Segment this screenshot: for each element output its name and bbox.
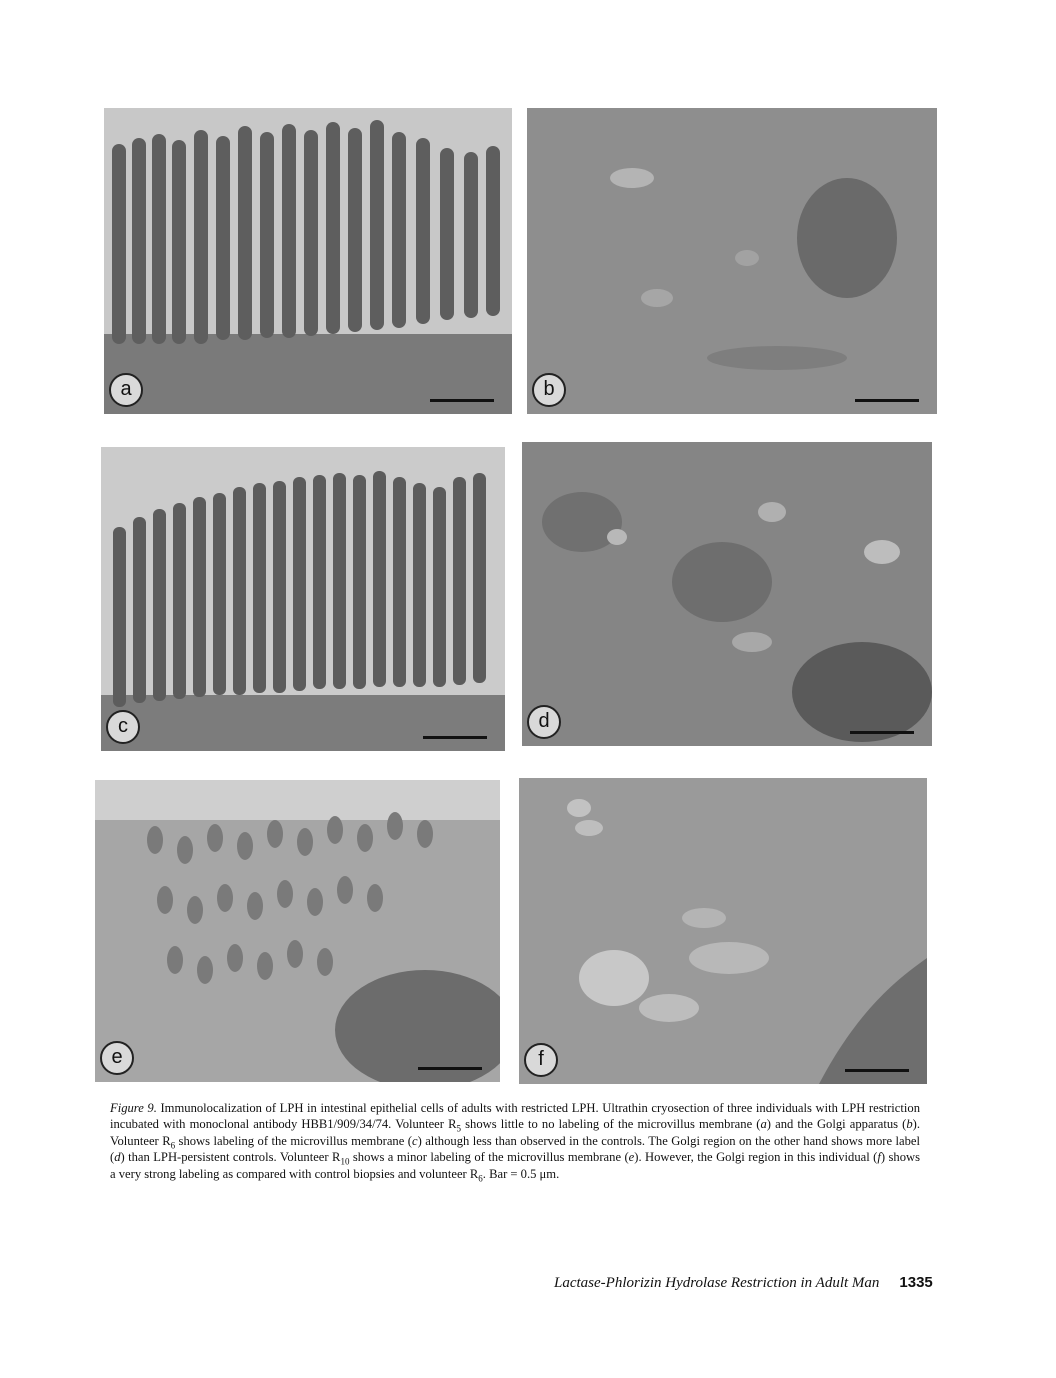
caption-panel-ref: f (877, 1150, 881, 1165)
scale-bar-d (850, 731, 914, 734)
micrograph-panel-a (104, 108, 512, 414)
scale-bar-b (855, 399, 919, 402)
golgi-image (519, 778, 927, 1084)
scale-bar-e (418, 1067, 482, 1070)
micrograph-panel-c (101, 447, 505, 751)
micrograph-panel-b (527, 108, 937, 414)
micrograph-panel-f (519, 778, 927, 1084)
golgi-image (527, 108, 937, 414)
caption-text: Immunolocalization of LPH in intestinal epithelial cells of adults with restricted LPH. Ultrathin cryosection of three individuals with LPH restriction incubated with monoclonal antibody HBB1/909/34/74. Volunteer R (110, 1101, 920, 1132)
scale-bar-c (423, 736, 487, 739)
caption-panel-ref: d (114, 1150, 121, 1165)
scale-bar-f (845, 1069, 909, 1072)
panel-label-e: e (100, 1041, 134, 1075)
golgi-image (522, 442, 932, 746)
caption-text: ) although less than observed in the controls. The Golgi region on the other hand shows more label ( (110, 1133, 920, 1165)
caption-text: ) shows a very strong labeling as compared with control biopsies and volunteer R (110, 1150, 920, 1181)
caption-text: ). However, the Golgi region in this individual ( (634, 1150, 878, 1165)
caption-text: ) and the Golgi apparatus ( (766, 1117, 907, 1132)
caption-panel-ref: e (628, 1150, 635, 1165)
caption-panel-ref: a (760, 1117, 767, 1132)
panel-label-f: f (524, 1043, 558, 1077)
micrograph-panel-d (522, 442, 932, 746)
caption-text: ). Volunteer R (110, 1117, 920, 1148)
panel-label-c: c (106, 710, 140, 744)
scale-bar-a (430, 399, 494, 402)
panel-label-a: a (109, 373, 143, 407)
micrograph-panel-e (95, 780, 500, 1082)
page-number: 1335 (899, 1274, 933, 1291)
caption-text: ) than LPH-persistent controls. Volunteer R (120, 1150, 341, 1165)
caption-text: shows little to no labeling of the microvillus membrane ( (461, 1117, 761, 1132)
caption-text: shows a minor labeling of the microvillus membrane ( (349, 1150, 629, 1165)
figure-caption (110, 1100, 920, 1182)
page-footer (554, 1274, 933, 1292)
caption-text: . Bar = 0.5 μm. (482, 1166, 560, 1181)
panel-label-b: b (532, 373, 566, 407)
figure-label: Figure 9. (110, 1101, 157, 1115)
caption-text: shows labeling of the microvillus membrane ( (175, 1133, 412, 1148)
caption-panel-ref: b (906, 1117, 913, 1132)
running-title: Lactase-Phlorizin Hydrolase Restriction in Adult Man (554, 1275, 880, 1291)
microvilli-cross-section-image (95, 780, 500, 1082)
microvilli-image (104, 108, 512, 414)
caption-subscript: 6 (478, 1173, 483, 1184)
panel-label-d: d (527, 705, 561, 739)
microvilli-image (101, 447, 505, 751)
caption-subscript: 6 (170, 1140, 176, 1151)
caption-subscript: 10 (340, 1156, 350, 1167)
caption-subscript: 5 (456, 1123, 462, 1134)
caption-panel-ref: c (411, 1133, 418, 1148)
